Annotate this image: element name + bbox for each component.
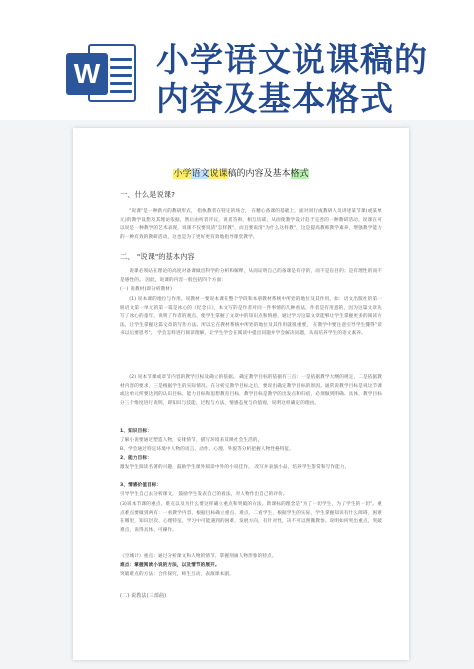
title-part-3: 说课: [209, 169, 228, 179]
emotion-objective-label: 3、情感价值目标：: [120, 483, 162, 488]
key-point-text: 《空城计》重点：通过分析课文和人物的情节，掌握刻画人物形象的特点。: [120, 554, 277, 559]
word-document-icon: [66, 44, 140, 102]
paragraph-status-role: (1) 说本课的地位与作用。说教材一要说本课在整个学段和本册教材系统中所处的地位及其作用。如：语文出版社的第一册语文第一单元的第一篇是冰心的《纪念日》，本文写的是作者对同一件事情的几种看法，作者是有用意的，因为这篇文章先写了冰心的童年，说明了作者的观点，使学生掌握了文章中的知识点和情感，通过学习这篇文章能够让学生掌握更多的阅读方法，让学生掌握这篇文章的写作方法。所以它在教材系统中所处的地位及其作用就很重要， 在教学中要注意引导学生懂得"读书以后要思考"， 学会怎样进行阅读理解，让学生学会在阅读中提出问题并学会解决问题，从而培养学生的语文素养。: [120, 297, 382, 337]
banner-title-line1: 小学语文说课稿的: [156, 40, 428, 79]
title-part-5: 格式: [290, 169, 309, 179]
section-heading-1: 一、什么是说课?: [120, 190, 175, 199]
paragraph-key-points: (3)说本节课的重点、难点以及为什么要这样确立重点和突破的方法。新课标的理念是"为了一切学生，为了学生的一切"。重点难点要做到两有：一看教学内容，根据目标确立重点、难点，二看学生，根据学生的实际，学生掌握知识有什么障碍，困难在哪里，知识层次、心理特征、学习中可能遇到的困难，发展方向，有针对性，决不可以照搬教参。说明如何突出重点，突破难点，说得具体、可操作。: [120, 502, 382, 533]
difficulty-text: 难点：掌握阅读小说的方法，以及情节的展开。: [120, 563, 220, 568]
page-header: [0, 0, 474, 120]
word-logo-letter: W: [66, 53, 108, 95]
knowledge-objective-label: 1、知识目标：: [120, 429, 152, 434]
ability-objective-label: 2、能力目标：: [120, 456, 152, 461]
title-part-1: 小学: [173, 169, 192, 179]
section-heading-2: 二、 "说课"的基本内容: [120, 252, 195, 261]
paragraph-objectives: (2) 说本节课或章节内容的教学目标及确立的依据。 确定教学目标的依据有三点：一是依据教学大纲的规定，二是依据教材内容的要求，三是根据学生的实际情况。在分析完教学目标之后，要说出确定教学目标的原因。通常说教学目标是说这节课或这单元所要达到的认识目标、能力目标和思想教育目标，教学目标是教学的出发点和归宿，必须做到明确、具体，教学目标分三个维度进行说明，即知识与技能、过程与方法、情感态度与价值观，说明这样确定的理由。: [120, 375, 382, 406]
ability-objective-text: 激发学生阅读名著的兴趣，鼓励学生课外阅读中外的小说佳作。 改写并表演小品，培养学生鉴赏和写作能力。: [120, 465, 350, 470]
knowledge-objective-b: B、学会通过特定环境中人物的语言、动作、心理、外貌等分析把握人物性格特征。: [120, 447, 295, 452]
banner-title-line2: 内容及基本格式: [156, 79, 394, 118]
subheading-teaching-material: (一) 说教材(即分析教材): [120, 287, 173, 292]
title-part-2: 语文: [191, 169, 210, 179]
knowledge-objective-text: 了解小说要通过塑造人物，安排情节，描写环境来反映社会生活的。: [120, 438, 263, 443]
document-page: [73, 128, 409, 660]
document-title: [73, 166, 409, 179]
paragraph-what-is: "说课"是一种新兴的教研形式， 指执教者在特定的场合， 在精心备课的基础上，面对同行或教研人员讲述某节课(或某单元)的教学设想及其理论依据，然后由听者评议，说者答辩，相互切磋，从而使教学设计趋于完善的一种教研活动。说课在可以说是一种教学的艺术表现，说课不仅要说清"怎样教"，而且要说清"为什么这样教"，这是提高教师教学素养，增强教学能力的一种有效的教研活动，这也是为了更好更有效地指导课堂教学。: [120, 209, 382, 240]
paragraph-intro: 说课必须站在理论的高度对备课做出科学的分析和解释，从而证明自己的备课是有序的，而不是盲目的；是有理性的而不是感性的。 因此，说课的内容一般包括四个方面：: [120, 269, 382, 283]
emotion-objective-text: 引导学生自己去分析课文， 鼓励学生发表自己的看法，对人物作出自己的评价。: [120, 492, 288, 497]
subheading-teaching-method: (二) 说教法(三部曲): [120, 593, 167, 599]
solution-text: 突破难点的方法：合作探究，师生互动，表演课本剧。: [120, 572, 234, 577]
title-part-4: 稿的内容及基本: [227, 169, 291, 179]
